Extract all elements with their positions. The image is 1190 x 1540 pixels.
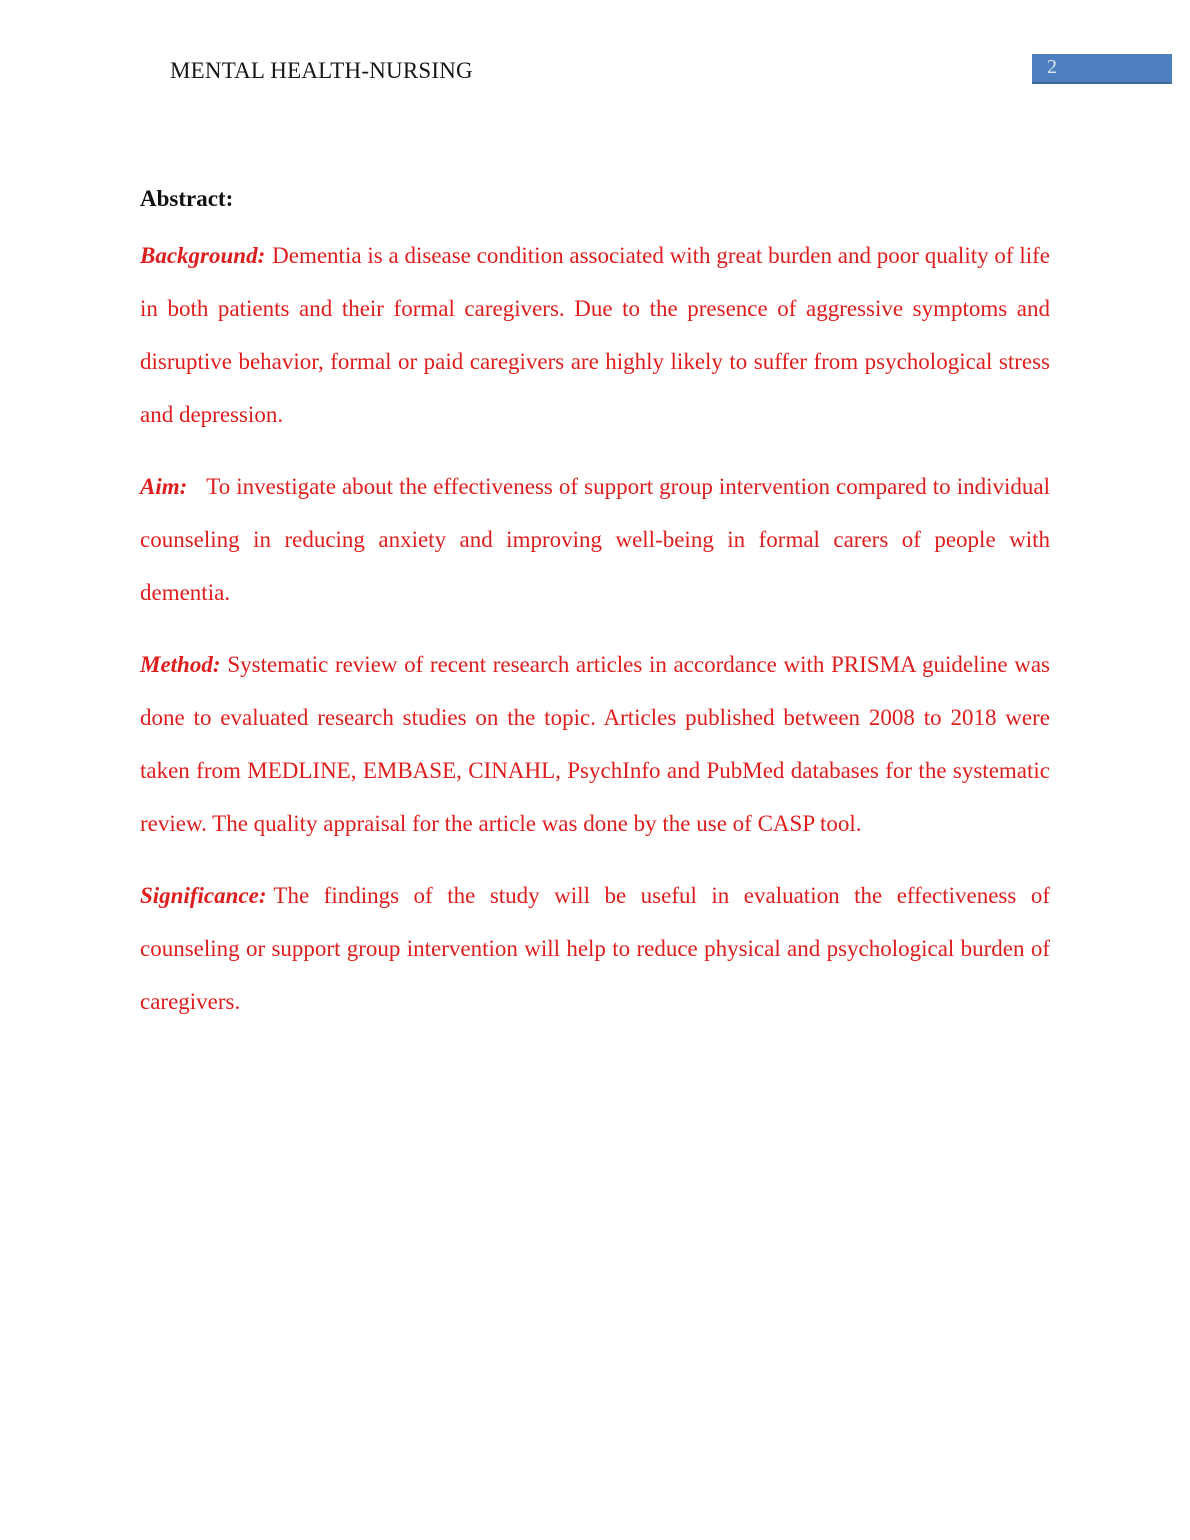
paragraph-background-text: Dementia is a disease condition associated with great burden and poor quality of life in both patients and their formal caregivers. Due to the presence of aggressive symptoms and disruptive behavior, formal or paid caregivers are highly likely to suffer from psychological stress and depression. bbox=[140, 243, 1050, 427]
running-head-title: MENTAL HEALTH-NURSING bbox=[170, 58, 473, 83]
paragraph-significance-lead: Significance: bbox=[140, 883, 267, 908]
page-number: 2 bbox=[1047, 56, 1057, 78]
paragraph-method bbox=[140, 638, 1050, 850]
document-body bbox=[140, 172, 1050, 1047]
paragraph-background bbox=[140, 229, 1050, 441]
paragraph-aim bbox=[140, 460, 1050, 619]
paragraph-background-lead: Background: bbox=[140, 243, 266, 268]
page-number-badge bbox=[1032, 54, 1172, 84]
paragraph-aim-text: To investigate about the effectiveness of support group intervention compared to individual counseling in reducing anxiety and improving well-being in formal carers of people with dementia. bbox=[140, 474, 1050, 605]
paragraph-significance-text: The findings of the study will be useful in evaluation the effectiveness of counseling or support group intervention will help to reduce physical and psychological burden of caregivers. bbox=[140, 883, 1050, 1014]
paragraph-significance bbox=[140, 869, 1050, 1028]
paragraph-method-lead: Method: bbox=[140, 652, 221, 677]
abstract-heading: Abstract: bbox=[140, 186, 234, 211]
paragraph-aim-lead: Aim: bbox=[140, 474, 188, 499]
paragraph-method-text: Systematic review of recent research articles in accordance with PRISMA guideline was done to evaluated research studies on the topic. Articles published between 2008 to 2018 were taken from MEDLINE, EMBASE, CINAHL, PsychInfo and PubMed databases for the systematic review. The quality appraisal for the article was done by the use of CASP tool. bbox=[140, 652, 1050, 836]
